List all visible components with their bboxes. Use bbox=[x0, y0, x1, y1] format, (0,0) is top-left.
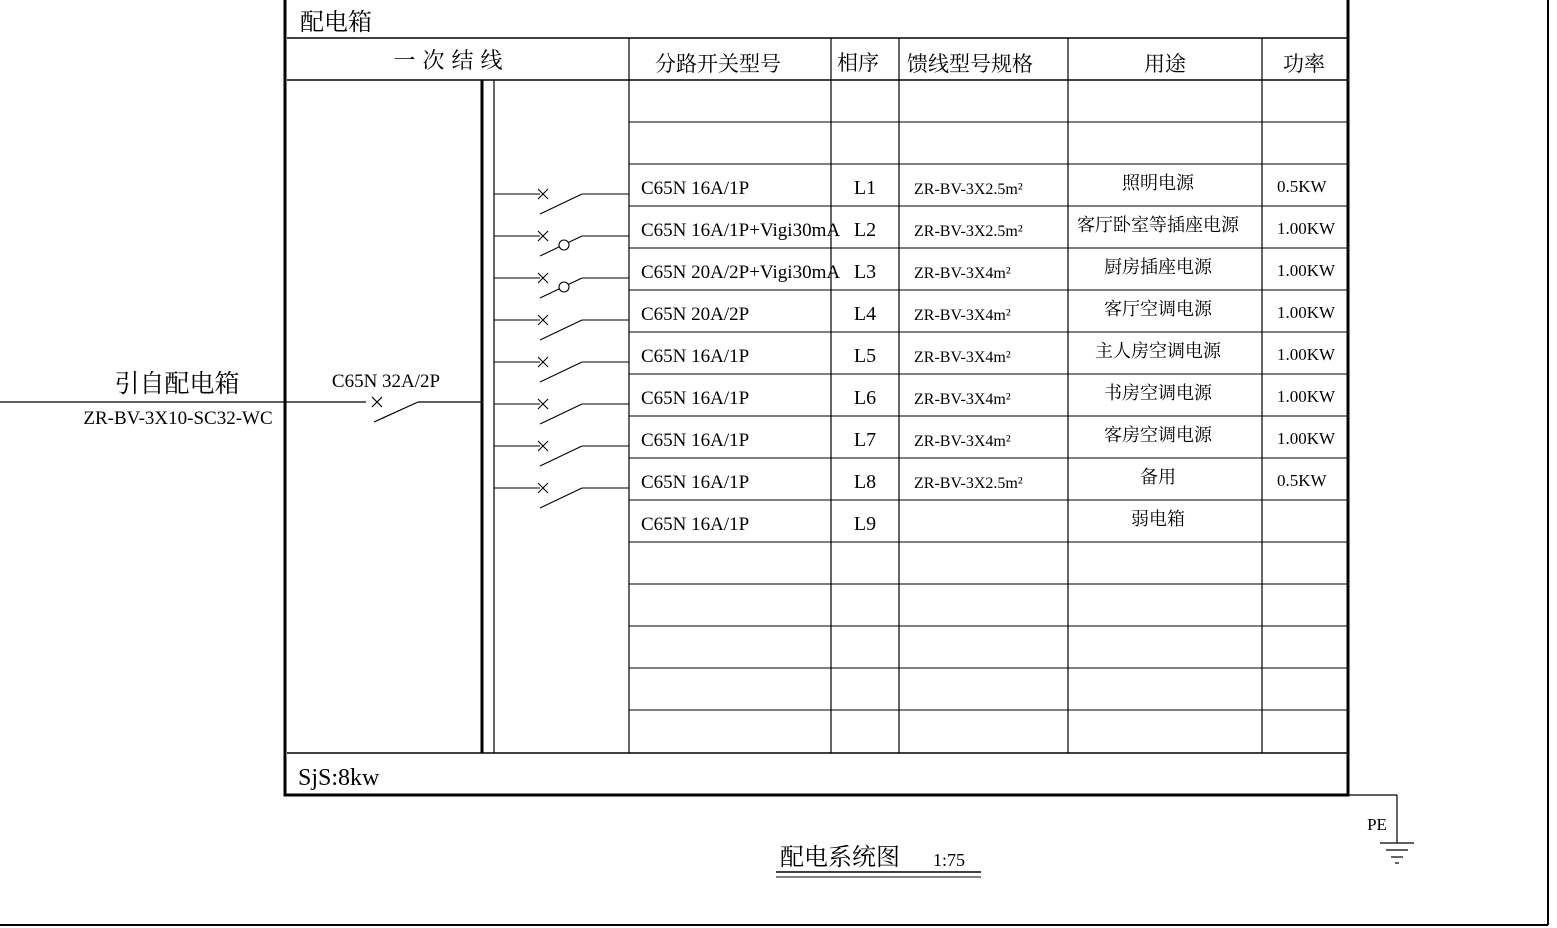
circuit-power: 1.00KW bbox=[1277, 261, 1336, 280]
circuit-usage: 客厅空调电源 bbox=[1104, 299, 1212, 320]
main-breaker-label: C65N 32A/2P bbox=[331, 371, 441, 392]
circuit-cable-spec: ZR-BV-3X4m² bbox=[914, 265, 1011, 282]
circuit-usage: 备用 bbox=[1140, 467, 1176, 488]
circuit-cable-spec: ZR-BV-3X2.5m² bbox=[914, 475, 1023, 492]
circuit-cable-spec: ZR-BV-3X4m² bbox=[914, 391, 1011, 408]
header-breaker-model: 分路开关型号 bbox=[655, 52, 781, 76]
header-primary-wiring: 一 次 结 线 bbox=[393, 49, 503, 74]
circuit-cable-spec: ZR-BV-3X2.5m² bbox=[914, 181, 1023, 198]
main-breaker-symbol bbox=[372, 397, 482, 422]
circuit-breaker-model: C65N 16A/1P+Vigi30mA bbox=[641, 220, 841, 241]
circuit-phase: L3 bbox=[853, 261, 877, 283]
circuit-breaker-model: C65N 20A/2P bbox=[641, 304, 750, 325]
circuit-power: 1.00KW bbox=[1277, 303, 1336, 322]
header-phase: 相序 bbox=[837, 51, 879, 75]
circuit-cable-spec: ZR-BV-3X4m² bbox=[914, 433, 1011, 450]
circuit-breaker-model: C65N 16A/1P bbox=[641, 430, 750, 451]
circuit-cable-spec: ZR-BV-3X2.5m² bbox=[914, 223, 1023, 240]
circuit-usage: 厨房插座电源 bbox=[1104, 257, 1212, 278]
caption-title: 配电系统图 bbox=[780, 843, 900, 871]
circuit-power: 1.00KW bbox=[1277, 345, 1336, 364]
circuit-power: 1.00KW bbox=[1277, 219, 1336, 238]
circuit-breaker-model: C65N 16A/1P bbox=[641, 346, 750, 367]
total-load: SjS:8kw bbox=[298, 765, 380, 791]
circuit-cable-spec: ZR-BV-3X4m² bbox=[914, 307, 1011, 324]
circuit-phase: L4 bbox=[853, 303, 877, 325]
circuit-breaker-model: C65N 16A/1P bbox=[641, 472, 750, 493]
circuit-usage: 客房空调电源 bbox=[1104, 425, 1212, 446]
circuit-phase: L9 bbox=[853, 513, 877, 535]
circuit-power: 0.5KW bbox=[1277, 177, 1327, 196]
circuit-breaker-model: C65N 16A/1P bbox=[641, 178, 750, 199]
circuit-phase: L5 bbox=[853, 345, 877, 367]
rcd-circle-mark bbox=[559, 282, 569, 292]
circuit-power: 1.00KW bbox=[1277, 429, 1336, 448]
circuit-breaker-model: C65N 16A/1P bbox=[641, 514, 750, 535]
circuit-power: 1.00KW bbox=[1277, 387, 1336, 406]
circuit-power: 0.5KW bbox=[1277, 471, 1327, 490]
header-usage: 用途 bbox=[1144, 52, 1186, 76]
incoming-label: 引自配电箱 bbox=[114, 369, 240, 398]
header-feeder-spec: 馈线型号规格 bbox=[907, 52, 1033, 76]
header-power: 功率 bbox=[1283, 52, 1325, 76]
pe-label: PE bbox=[1367, 815, 1387, 834]
circuit-phase: L1 bbox=[853, 177, 877, 199]
circuit-phase: L8 bbox=[853, 471, 877, 493]
box-title: 配电箱 bbox=[300, 8, 372, 36]
rcd-circle-mark bbox=[559, 240, 569, 250]
circuit-rows bbox=[494, 122, 1348, 710]
circuit-usage: 主人房空调电源 bbox=[1095, 341, 1221, 362]
incoming-cable: ZR-BV-3X10-SC32-WC bbox=[83, 408, 273, 429]
circuit-phase: L2 bbox=[853, 219, 877, 241]
circuit-cable-spec: ZR-BV-3X4m² bbox=[914, 349, 1011, 366]
circuit-usage: 照明电源 bbox=[1122, 173, 1194, 194]
circuit-usage: 弱电箱 bbox=[1131, 509, 1185, 530]
circuit-usage: 客厅卧室等插座电源 bbox=[1077, 215, 1239, 236]
circuit-breaker-model: C65N 16A/1P bbox=[641, 388, 750, 409]
circuit-phase: L6 bbox=[853, 387, 877, 409]
circuit-phase: L7 bbox=[853, 429, 877, 451]
circuit-usage: 书房空调电源 bbox=[1104, 383, 1212, 404]
caption-scale: 1:75 bbox=[933, 850, 966, 870]
circuit-breaker-model: C65N 20A/2P+Vigi30mA bbox=[641, 262, 841, 283]
